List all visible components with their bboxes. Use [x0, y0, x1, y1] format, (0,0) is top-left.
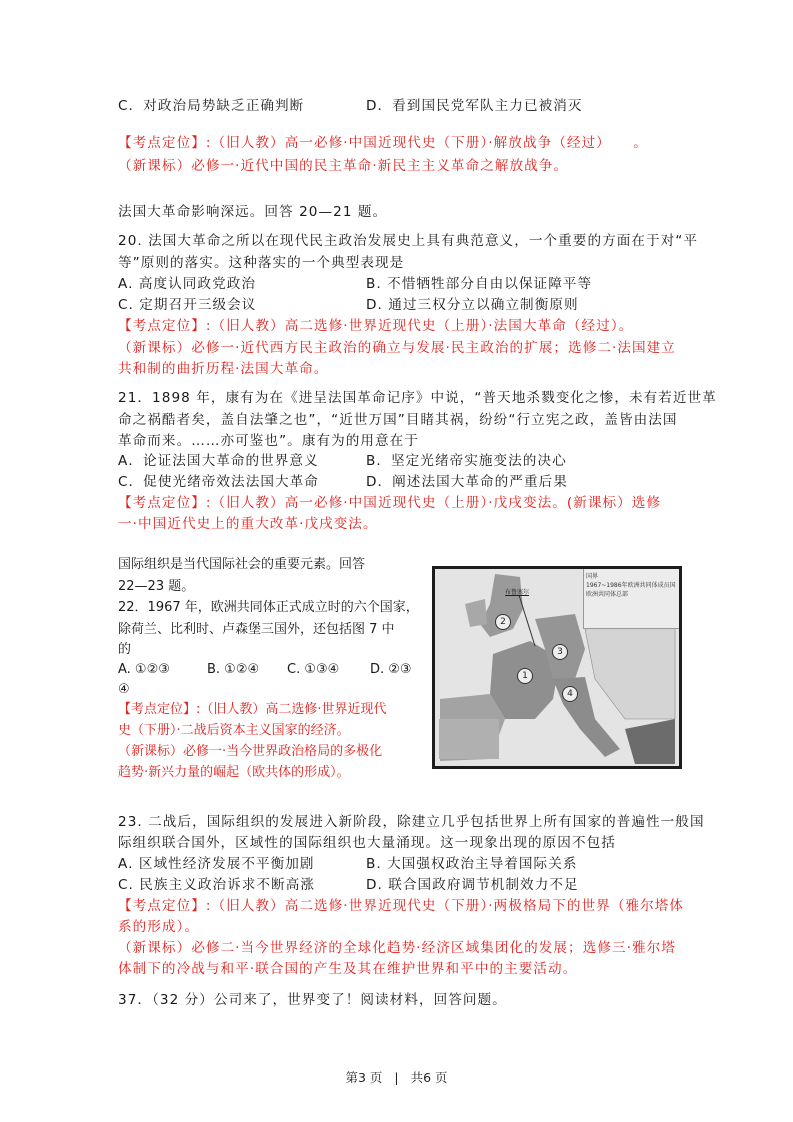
q22-stem: 22．1967 年，欧洲共同体正式成立时的六个国家， [118, 600, 419, 615]
page-total: 共6 页 [410, 1070, 448, 1085]
q21-option-b: B．坚定光绪帝实施变法的决心 [366, 453, 567, 469]
q22-option-a: A. ①②③ [118, 662, 170, 677]
q20-option-a: A. 高度认同政党政治 [118, 276, 257, 292]
q23-note: 【考点定位】:（旧人教）高二选修·世界近现代史（下册）·两极格局下的世界（雅尔塔体 [118, 898, 685, 914]
section-intro: 法国大革命影响深远。回答 20—21 题。 [118, 204, 388, 220]
q21-note: 一·中国近代史上的重大改革·戊戌变法。 [118, 516, 378, 532]
q21-stem: 命之祸酷者矣，盖自法肇之也”，“近世万国”目睹其祸，纷纷“行立宪之政，盖皆由法国 [118, 412, 678, 428]
q20-stem: 等”原则的落实。这种落实的一个典型表现是 [118, 255, 405, 271]
q21-option-d: D．阐述法国大革命的严重后果 [366, 474, 568, 490]
q20-note: 【考点定位】:（旧人教）高二选修·世界近现代史（上册）·法国大革命（经过）。 [118, 318, 634, 334]
q19-note: 【考点定位】:（旧人教）高一必修·中国近现代史（下册）·解放战争（经过） 。 [118, 135, 648, 151]
q20-option-b: B. 不惜牺牲部分自由以保证障平等 [366, 276, 593, 292]
legend-ec-members: 1967~1986年欧洲共同体成员国 [586, 582, 676, 589]
page-footer [0, 1068, 793, 1086]
q23-option-a: A. 区域性经济发展不平衡加剧 [118, 856, 315, 872]
q20-note: 共和制的曲折历程·法国大革命。 [118, 361, 329, 377]
q23-note: （新课标）必修二·当今世界经济的全球化趋势·经济区域集团化的发展；选修三·雅尔塔 [118, 940, 676, 956]
q20-option-c: C. 定期召开三级会议 [118, 297, 257, 313]
europe-map-figure-7 [432, 566, 682, 769]
q19-note: （新课标）必修一·近代中国的民主革命·新民主主义革命之解放战争。 [118, 158, 569, 174]
legend-border: 国界 [586, 573, 599, 580]
q23-option-c: C. 民族主义政治诉求不断高涨 [118, 877, 316, 893]
q19-option-d: D．看到国民党军队主力已被消灭 [366, 98, 583, 114]
map-legend [583, 569, 682, 629]
q20-note: （新课标）必修一·近代西方民主政治的确立与发展·民主政治的扩展；选修二·法国建立 [118, 340, 676, 356]
q22-note: 史（下册）·二战后资本主义国家的经济。 [118, 723, 350, 738]
q23-note: 系的形成）。 [118, 919, 200, 935]
q23-stem: 际组织联合国外，区域性的国际组织也大量涌现。这一现象出现的原因不包括 [118, 835, 616, 851]
legend-ec-hq: 欧洲共同体总部 [586, 591, 629, 598]
q20-option-d: D. 通过三权分立以确立制衡原则 [366, 297, 579, 313]
q22-stem: 的 [118, 642, 132, 657]
q22-intro: 22—23 题。 [118, 579, 195, 594]
map-marker-4: 4 [562, 686, 578, 702]
map-marker-2: 2 [495, 614, 511, 630]
q21-note: 【考点定位】:（旧人教）高一必修·中国近现代史（上册）·戊戌变法。(新课标）选修 [118, 495, 662, 511]
q21-option-a: A．论证法国大革命的世界意义 [118, 453, 319, 469]
footer-separator: | [394, 1070, 399, 1085]
q21-stem: 革命而来。……亦可鉴也”。康有为的用意在于 [118, 433, 419, 449]
q23-stem: 23. 二战后，国际组织的发展进入新阶段，除建立几乎包括世界上所有国家的普遍性一般国 [118, 814, 705, 830]
q22-note: （新课标）必修一·当今世界政治格局的多极化 [118, 744, 383, 759]
q22-option-c: C. ①③④ [287, 662, 340, 677]
q37-stem: 37．（32 分）公司来了，世界变了！阅读材料，回答问题。 [118, 992, 507, 1008]
q23-note: 体制下的冷战与和平·联合国的产生及其在维护世界和平中的主要活动。 [118, 961, 578, 977]
q21-option-c: C．促使光绪帝效法法国大革命 [118, 474, 319, 490]
q22-option-b: B. ①②④ [207, 662, 260, 677]
map-marker-3: 3 [552, 644, 568, 660]
q23-option-d: D. 联合国政府调节机制效力不足 [366, 877, 579, 893]
q22-option-d-cont: ④ [118, 682, 130, 697]
map-city-brussels: 布鲁塞尔 [505, 589, 530, 596]
map-marker-1: 1 [517, 668, 533, 684]
q22-note: 趋势·新兴力量的崛起（欧共体的形成）。 [118, 765, 350, 780]
q23-option-b: B. 大国强权政治主导着国际关系 [366, 856, 578, 872]
q21-stem: 21．1898 年，康有为在《进呈法国革命记序》中说，“普天地杀戮变化之惨，未有若近世革 [118, 390, 717, 406]
q22-option-d: D. ②③ [370, 662, 412, 677]
q22-intro: 国际组织是当代国际社会的重要元素。回答 [118, 557, 366, 572]
q22-note: 【考点定位】:（旧人教）高二选修·世界近现代 [118, 702, 387, 717]
q20-stem: 20. 法国大革命之所以在现代民主政治发展史上具有典范意义，一个重要的方面在于对“平 [118, 233, 699, 249]
q22-stem: 除荷兰、比利时、卢森堡三国外，还包括图 7 中 [118, 622, 395, 637]
q19-option-c: C．对政治局势缺乏正确判断 [118, 98, 305, 114]
page-number: 第3 页 [345, 1070, 383, 1085]
